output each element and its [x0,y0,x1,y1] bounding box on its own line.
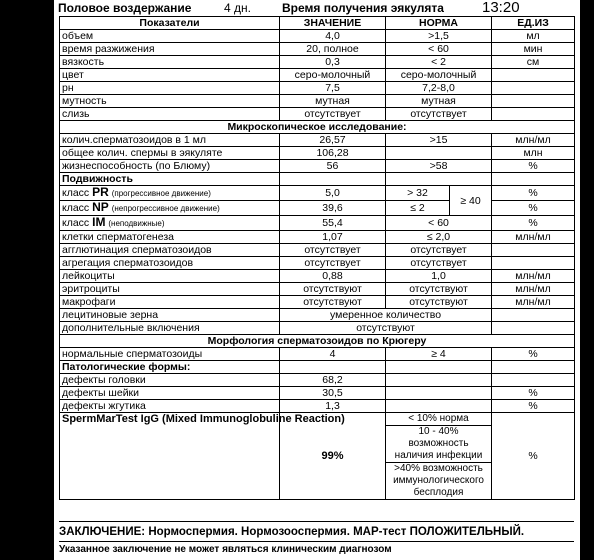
class-prefix: класс [62,217,90,229]
table-row [60,387,575,400]
motility-title-row [60,173,575,186]
table-row [60,147,575,160]
table-row [60,30,575,43]
param-value: отсутствуют [280,296,386,309]
collection-label: Время получения эякулята [282,1,444,15]
param-unit: млн/мл [492,270,575,283]
conclusion-note: Указанное заключение не может являться клиническим диагнозом [59,544,392,555]
table-row [60,257,575,270]
param-value: отсутствует [280,257,386,270]
table-row [60,56,575,69]
param-value: 30,5 [280,387,386,400]
table-row [60,160,575,173]
mar-test-unit: % [492,413,575,500]
param-unit: % [492,186,575,201]
table-row [60,108,575,121]
table-row [60,322,575,335]
param-unit: % [492,400,575,413]
param-name [60,216,280,231]
param-name [60,201,280,216]
class-desc: (неподвижные) [108,219,165,228]
param-unit [492,374,575,387]
param-name: объем [60,30,280,43]
param-unit [492,244,575,257]
param-value: серо-молочный [280,69,386,82]
class-prefix: класс [62,202,90,214]
class-desc: (непрогрессивное движение) [111,204,220,213]
table-row [60,270,575,283]
param-norm: < 60 [386,43,492,56]
param-unit: см [492,56,575,69]
results-table [59,16,575,500]
param-value: отсутствует [280,244,386,257]
param-name: вязкость [60,56,280,69]
param-value: 5,0 [280,186,386,201]
param-unit [492,95,575,108]
param-unit: % [492,348,575,361]
param-unit: млн/мл [492,231,575,244]
param-value: 4 [280,348,386,361]
mar-test-value: 99% [280,413,386,500]
param-unit [492,82,575,95]
param-name: рн [60,82,280,95]
param-name: лецитиновые зерна [60,309,280,322]
param-name: жизнеспособность (по Блюму) [60,160,280,173]
mar-row [60,413,575,426]
param-unit: мин [492,43,575,56]
param-norm: >58 [386,160,492,173]
param-value: 39,6 [280,201,386,216]
class-code: IM [92,215,106,229]
mar-norm-high: >40% возможность иммунологического бесплодия [386,463,492,500]
param-value: отсутствуют [280,322,492,335]
param-value: 4,0 [280,30,386,43]
param-unit: млн [492,147,575,160]
table-row [60,186,575,201]
conclusion-text: ЗАКЛЮЧЕНИЕ: Нормоспермия. Нормозооспермия. МАР-тест ПОЛОЖИТЕЛЬНЫЙ. [59,526,525,538]
param-name: эритроциты [60,283,280,296]
table-row [60,244,575,257]
param-value: 0,88 [280,270,386,283]
param-norm: > 32 [386,186,450,201]
patho-title-row [60,361,575,374]
param-name: дефекты жгутика [60,400,280,413]
right-black-border [580,0,594,560]
conclusion-top-rule [59,521,574,522]
param-norm: отсутствуют [386,283,492,296]
param-unit [492,69,575,82]
table-row [60,134,575,147]
param-value: отсутствуют [280,283,386,296]
param-name: время разжижения [60,43,280,56]
param-norm: 1,0 [386,270,492,283]
class-prefix: класс [62,187,90,199]
collection-time: 13:20 [482,0,520,16]
abstinence-value: 4 дн. [224,1,251,15]
param-name: дефекты головки [60,374,280,387]
motility-title: Подвижность [60,173,280,186]
param-unit [492,108,575,121]
mar-norm-low: < 10% норма [386,413,492,426]
table-row [60,231,575,244]
param-unit: мл [492,30,575,43]
section-title-row [60,335,575,348]
table-row [60,296,575,309]
param-value: умеренное количество [280,309,492,322]
left-black-border [0,0,54,560]
param-unit: млн/мл [492,134,575,147]
param-unit [492,257,575,270]
morphology-title: Морфология сперматозоидов по Крюгеру [60,335,575,348]
col-unit: ЕД.ИЗ [492,17,575,30]
param-name: слизь [60,108,280,121]
table-row [60,43,575,56]
param-name: цвет [60,69,280,82]
param-value: мутная [280,95,386,108]
col-indicator: Показатели [60,17,280,30]
param-norm: мутная [386,95,492,108]
param-norm: ≥ 4 [386,348,492,361]
patho-title: Патологические формы: [60,361,280,374]
param-unit: % [492,216,575,231]
report-header [54,0,580,16]
class-code: PR [92,185,109,199]
mar-test-title: SpermMarTest IgG (Mixed Immunoglobuline Reaction) [60,413,280,500]
col-value: ЗНАЧЕНИЕ [280,17,386,30]
param-value: 55,4 [280,216,386,231]
col-norm: НОРМА [386,17,492,30]
param-value: 7,5 [280,82,386,95]
param-name: нормальные сперматозоиды [60,348,280,361]
lab-report-sheet [54,0,580,560]
param-unit: % [492,160,575,173]
param-norm: отсутствует [386,108,492,121]
class-code: NP [92,200,109,214]
param-name: дополнительные включения [60,322,280,335]
table-row [60,374,575,387]
param-value: 0,3 [280,56,386,69]
param-norm: ≤ 2 [386,201,450,216]
table-row [60,201,575,216]
param-name: колич.сперматозоидов в 1 мл [60,134,280,147]
param-value: 56 [280,160,386,173]
param-unit: % [492,387,575,400]
table-row [60,400,575,413]
param-norm: серо-молочный [386,69,492,82]
table-row [60,283,575,296]
param-norm: 7,2-8,0 [386,82,492,95]
param-name: общее колич. спермы в эякуляте [60,147,280,160]
section-title-row [60,121,575,134]
combined-norm: ≥ 40 [450,186,492,216]
table-row [60,348,575,361]
param-name: клетки сперматогенеза [60,231,280,244]
param-unit: млн/мл [492,296,575,309]
param-name: агрегация сперматозоидов [60,257,280,270]
class-desc: (прогрессивное движение) [111,189,211,198]
param-norm: ≤ 2,0 [386,231,492,244]
param-norm: < 2 [386,56,492,69]
param-name: агглютинация сперматозоидов [60,244,280,257]
conclusion-mid-rule [59,541,574,542]
table-row [60,69,575,82]
param-norm: < 60 [386,216,492,231]
param-value: отсутствует [280,108,386,121]
param-name: лейкоциты [60,270,280,283]
param-value: 106,28 [280,147,386,160]
mar-norm-mid: 10 - 40% возможность наличия инфекции [386,426,492,463]
abstinence-label: Половое воздержание [58,1,192,15]
param-value: 1,07 [280,231,386,244]
table-row [60,82,575,95]
param-name [60,186,280,201]
param-name: мутность [60,95,280,108]
param-value: 68,2 [280,374,386,387]
param-value: 20, полное [280,43,386,56]
param-value: 26,57 [280,134,386,147]
table-header-row [60,17,575,30]
table-row [60,95,575,108]
param-norm: отсутствует [386,257,492,270]
param-norm: >15 [386,134,492,147]
param-name: макрофаги [60,296,280,309]
param-unit: % [492,201,575,216]
param-norm: >1,5 [386,30,492,43]
param-unit: млн/мл [492,283,575,296]
table-row [60,216,575,231]
param-norm [386,147,492,160]
param-norm: отсутствуют [386,296,492,309]
param-norm: отсутствует [386,244,492,257]
param-name: дефекты шейки [60,387,280,400]
microscopy-title: Микроскопическое исследование: [60,121,575,134]
table-row [60,309,575,322]
param-value: 1,3 [280,400,386,413]
